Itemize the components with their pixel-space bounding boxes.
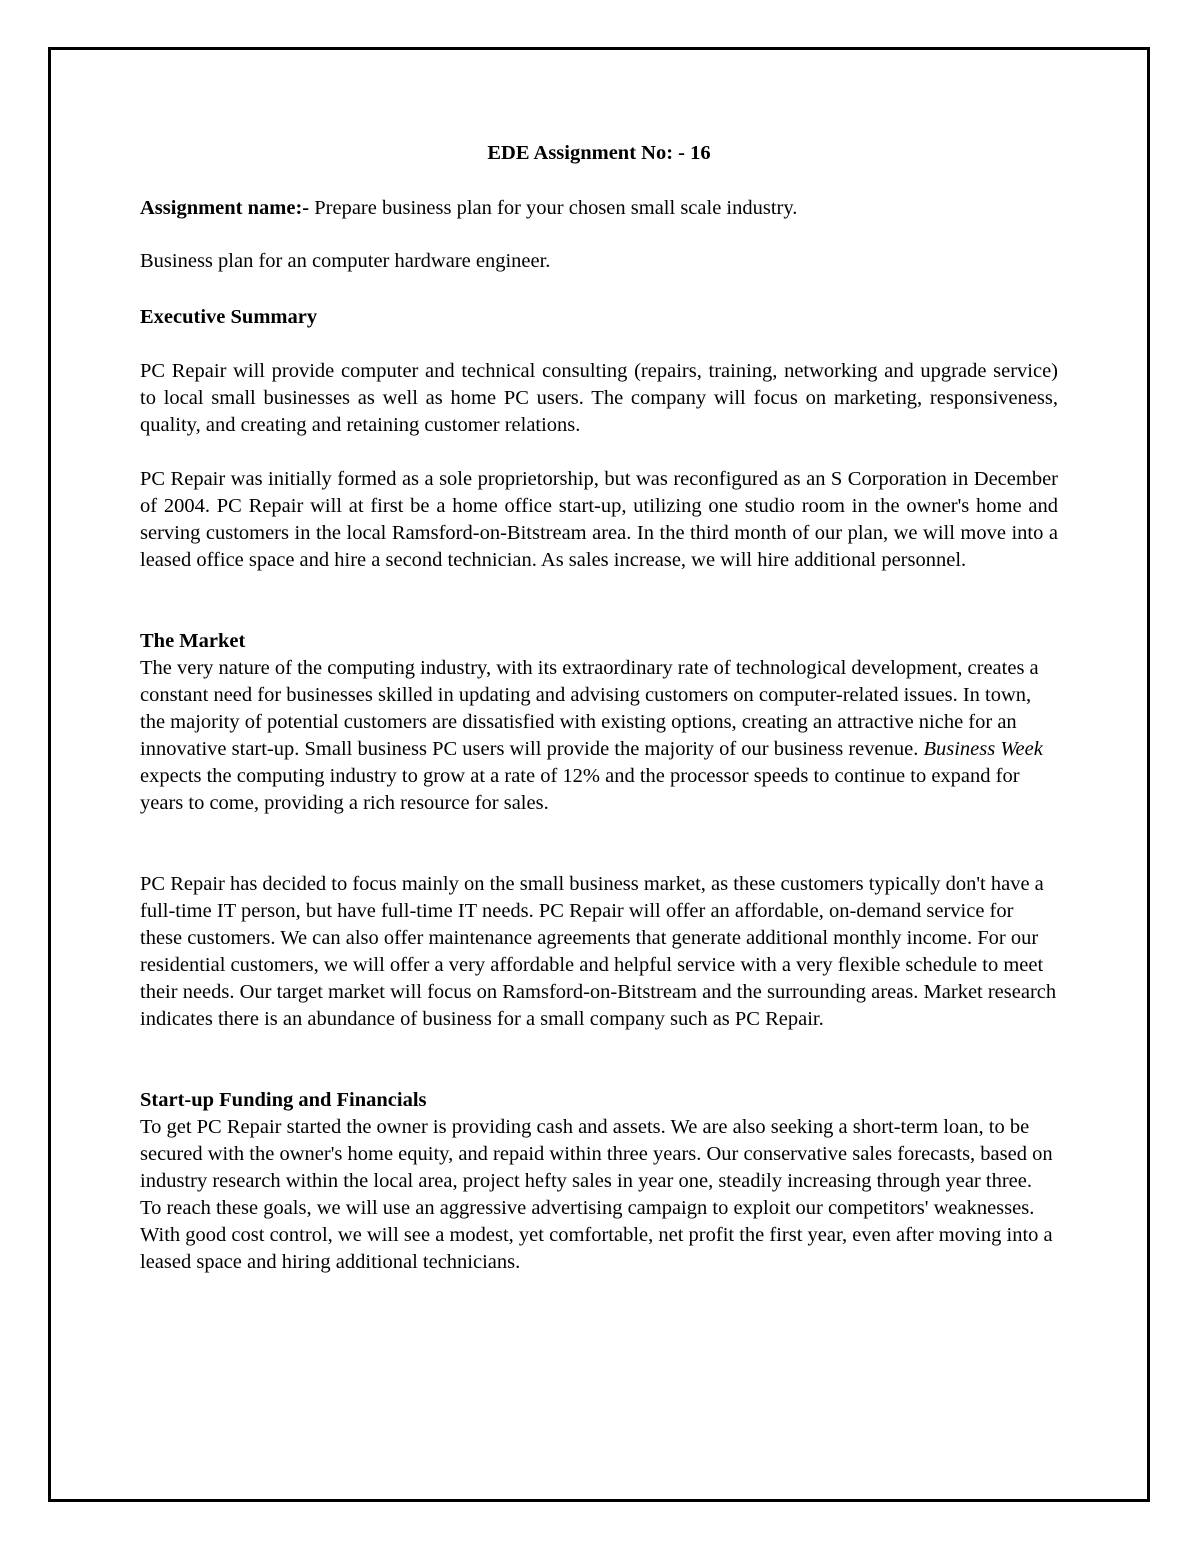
market-paragraph-2: PC Repair has decided to focus mainly on the small business market, as these customers typically don't have a full-time IT person, but have full-time IT needs. PC Repair will offer an affordable, on-demand service for these customers. We can also offer maintenance agreements that generate additional monthly income. For our residential customers, we will offer a very affordable and helpful service with a very flexible schedule to meet their needs. Our target market will focus on Ramsford-on-Bitstream and the surrounding areas. Market research indicates there is an abundance of business for a small company such as PC Repair.	[140, 873, 1057, 1030]
funding-paragraph-1: To get PC Repair started the owner is providing cash and assets. We are also seeking a short-term loan, to be secured with the owner's home equity, and repaid within three years. Our conservative sales forecasts, based on industry research within the local area, project hefty sales in year one, steadily increasing through year three. To reach these goals, we will use an aggressive advertising campaign to exploit our competitors' weaknesses. With good cost control, we will see a modest, yet comfortable, net profit the first year, even after moving into a leased space and hiring additional technicians.	[140, 1116, 1053, 1273]
document-title: EDE Assignment No: - 16	[487, 142, 711, 164]
market-paragraph-1	[140, 655, 1058, 817]
assignment-name-line	[140, 195, 1058, 222]
market-heading: The Market	[140, 630, 246, 652]
market-paragraph-1-text-a: The very nature of the computing industry, with its extraordinary rate of technological development, creates a constant need for businesses skilled in updating and advising customers on computer-related issues. In town, the majority of potential customers are dissatisfied with existing options, creating an attractive niche for an innovative start-up. Small business PC users will provide the majority of our business revenue.	[140, 657, 1039, 760]
business-week-citation: Business Week	[923, 738, 1043, 760]
market-paragraph-1-text-b: expects the computing industry to grow at a rate of 12% and the processor speeds to continue to expand for years to come, providing a rich resource for sales.	[140, 765, 1020, 814]
intro-line: Business plan for an computer hardware engineer.	[140, 250, 551, 272]
assignment-name-text: Prepare business plan for your chosen small scale industry.	[309, 197, 798, 219]
funding-heading: Start-up Funding and Financials	[140, 1089, 427, 1111]
assignment-name-label: Assignment name:-	[140, 197, 310, 219]
executive-summary-paragraph-2: PC Repair was initially formed as a sole proprietorship, but was reconfigured as an S Corporation in December of 2004. PC Repair will at first be a home office start-up, utilizing one studio room in the owner's home and serving customers in the local Ramsford-on-Bitstream area. In the third month of our plan, we will move into a leased office space and hire a second technician. As sales increase, we will hire additional personnel.	[140, 468, 1058, 571]
executive-summary-heading: Executive Summary	[140, 306, 318, 328]
executive-summary-paragraph-1: PC Repair will provide computer and technical consulting (repairs, training, networking and upgrade service) to local small businesses as well as home PC users. The company will focus on marketing, responsiveness, quality, and creating and retaining customer relations.	[140, 360, 1058, 436]
